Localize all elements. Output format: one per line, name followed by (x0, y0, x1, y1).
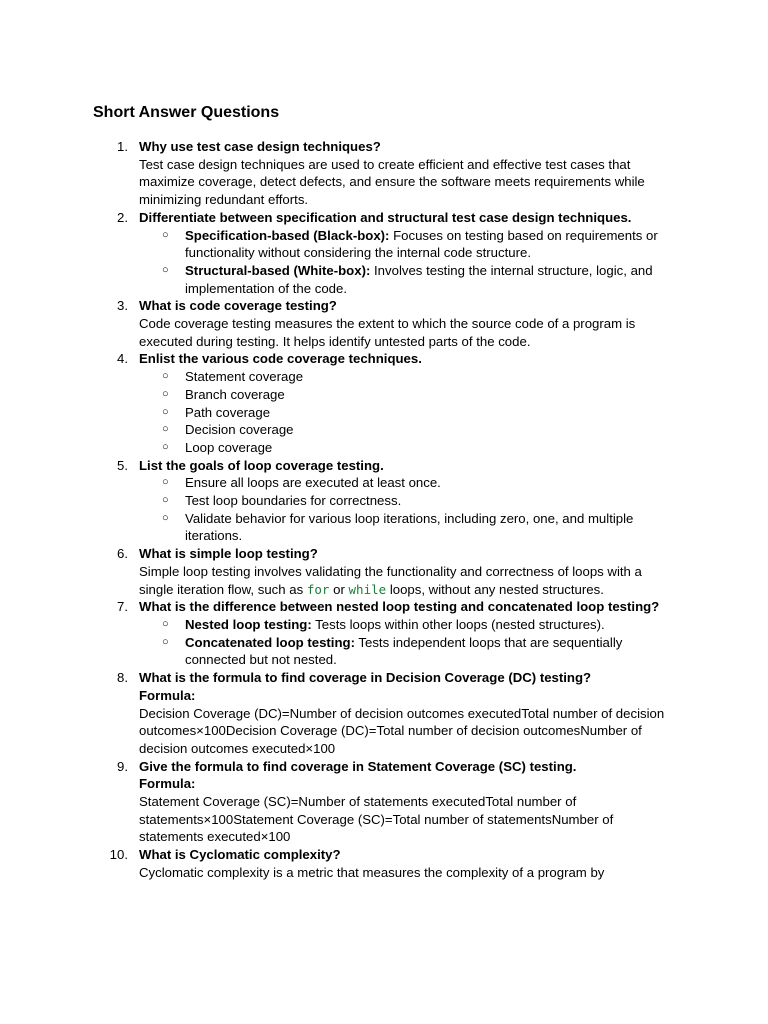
bullet-text: Tests independent loops that are sequentially connected but not nested. (185, 634, 623, 668)
bullet-text: Path coverage (185, 404, 271, 420)
question-title: Why use test case design techniques? (139, 139, 381, 154)
question-item (0, 758, 768, 847)
question-number: 2. (117, 209, 128, 225)
formula-text: Decision Coverage (DC)=Number of decision outcomes executedTotal number of decision outcomes×100Decision Coverage (DC)=Total number of decision outcomesNumber of decision outcomes executed×100 (139, 705, 665, 756)
question-number: 6. (117, 546, 128, 562)
bullet-text: Statement coverage (185, 369, 304, 385)
bullet-term: Specification-based (Black-box): (185, 227, 390, 243)
circle-bullet-icon: ○ (162, 440, 169, 453)
question-item (0, 669, 768, 758)
answer-text: Test case design techniques are used to create efficient and effective test cases that maximize coverage, detect defects, and ensure the software meets requirements while minimizing redundant efforts. (139, 156, 645, 208)
bullet-text: Ensure all loops are executed at least once. (185, 475, 441, 491)
question-title: What is the formula to find coverage in Decision Coverage (DC) testing? (139, 670, 592, 686)
circle-bullet-icon: ○ (162, 405, 169, 418)
bullet-text: Test loop boundaries for correctness. (185, 493, 402, 509)
bullet-item (139, 227, 676, 262)
answer-bullet-list (139, 227, 676, 298)
bullet-item (139, 510, 676, 545)
question-item (0, 545, 768, 598)
bullet-text: Decision coverage (185, 422, 294, 438)
answer-text-part: Simple loop testing involves validating the functionality and correctness of loops with a single iteration flow, such as (139, 563, 642, 597)
question-number: 3. (117, 298, 128, 314)
bullet-term: Concatenated loop testing: (185, 634, 355, 650)
bullet-text: Tests loops within other loops (nested structures). (311, 616, 605, 632)
circle-bullet-icon: ○ (162, 387, 169, 400)
section-heading: Short Answer Questions (93, 104, 280, 121)
circle-bullet-icon: ○ (162, 370, 169, 383)
answer-bullet-list (139, 474, 676, 545)
question-title: Enlist the various code coverage techniques. (139, 351, 422, 367)
bullet-item (139, 262, 676, 297)
answer-text: Cyclomatic complexity is a metric that measures the complexity of a program by (139, 864, 605, 880)
question-number: 8. (117, 670, 128, 686)
bullet-text: Loop coverage (185, 439, 273, 455)
question-item (0, 350, 768, 456)
bullet-item (139, 492, 676, 510)
formula-text: Statement Coverage (SC)=Number of statements executedTotal number of statements×100Statement Coverage (SC)=Total number of statementsNumber of statements executed×100 (139, 794, 614, 845)
formula-label: Formula: (139, 687, 196, 703)
circle-bullet-icon: ○ (162, 617, 169, 630)
bullet-item (139, 404, 676, 422)
bullet-text: Involves testing the internal structure, logic, and implementation of the code. (185, 262, 653, 296)
question-item (0, 457, 768, 546)
answer-text-part: or (329, 581, 349, 597)
bullet-text: Branch coverage (185, 386, 285, 402)
circle-bullet-icon: ○ (162, 228, 169, 241)
question-item (0, 209, 768, 298)
formula-label: Formula: (139, 776, 196, 792)
question-number: 7. (117, 599, 128, 615)
circle-bullet-icon: ○ (162, 476, 169, 489)
question-title: What is code coverage testing? (139, 298, 337, 314)
bullet-item (139, 439, 676, 457)
bullet-item (139, 368, 676, 386)
question-item (0, 138, 768, 209)
bullet-text: Focuses on testing based on requirements or functionality without considering the internal code structure. (185, 227, 658, 261)
circle-bullet-icon: ○ (162, 423, 169, 436)
question-number: 10. (109, 847, 128, 863)
question-number: 5. (117, 457, 128, 473)
question-title: What is the difference between nested loop testing and concatenated loop testing? (139, 599, 660, 615)
answer-bullet-list (139, 616, 676, 669)
question-number: 4. (117, 351, 128, 367)
circle-bullet-icon: ○ (162, 263, 169, 276)
question-item (0, 846, 768, 881)
question-title: List the goals of loop coverage testing. (139, 457, 384, 473)
question-item (0, 297, 768, 350)
code-keyword-while: while (348, 581, 387, 597)
circle-bullet-icon: ○ (162, 511, 169, 524)
code-keyword-for: for (306, 581, 330, 597)
bullet-text: Validate behavior for various loop iterations, including zero, one, and multiple iterations. (185, 510, 634, 544)
answer-text-part: loops, without any nested structures. (386, 581, 604, 597)
question-number: 9. (117, 758, 128, 774)
bullet-item (139, 474, 676, 492)
bullet-term: Nested loop testing: (185, 616, 312, 632)
question-item (0, 598, 768, 669)
bullet-item (139, 634, 676, 669)
question-title: Differentiate between specification and structural test case design techniques. (139, 209, 632, 225)
bullet-item (139, 616, 676, 634)
bullet-term: Structural-based (White-box): (185, 262, 371, 278)
circle-bullet-icon: ○ (162, 494, 169, 507)
circle-bullet-icon: ○ (162, 635, 169, 648)
answer-bullet-list (139, 368, 676, 457)
question-title: What is simple loop testing? (139, 546, 318, 562)
questions-list (0, 138, 768, 882)
question-title: Give the formula to find coverage in Statement Coverage (SC) testing. (139, 758, 577, 774)
answer-text: Code coverage testing measures the extent to which the source code of a program is executed during testing. It helps identify untested parts of the code. (139, 316, 636, 349)
answer-text (139, 563, 676, 598)
bullet-item (139, 421, 676, 439)
question-title: What is Cyclomatic complexity? (139, 847, 341, 863)
bullet-item (139, 386, 676, 404)
question-number: 1. (117, 139, 128, 154)
